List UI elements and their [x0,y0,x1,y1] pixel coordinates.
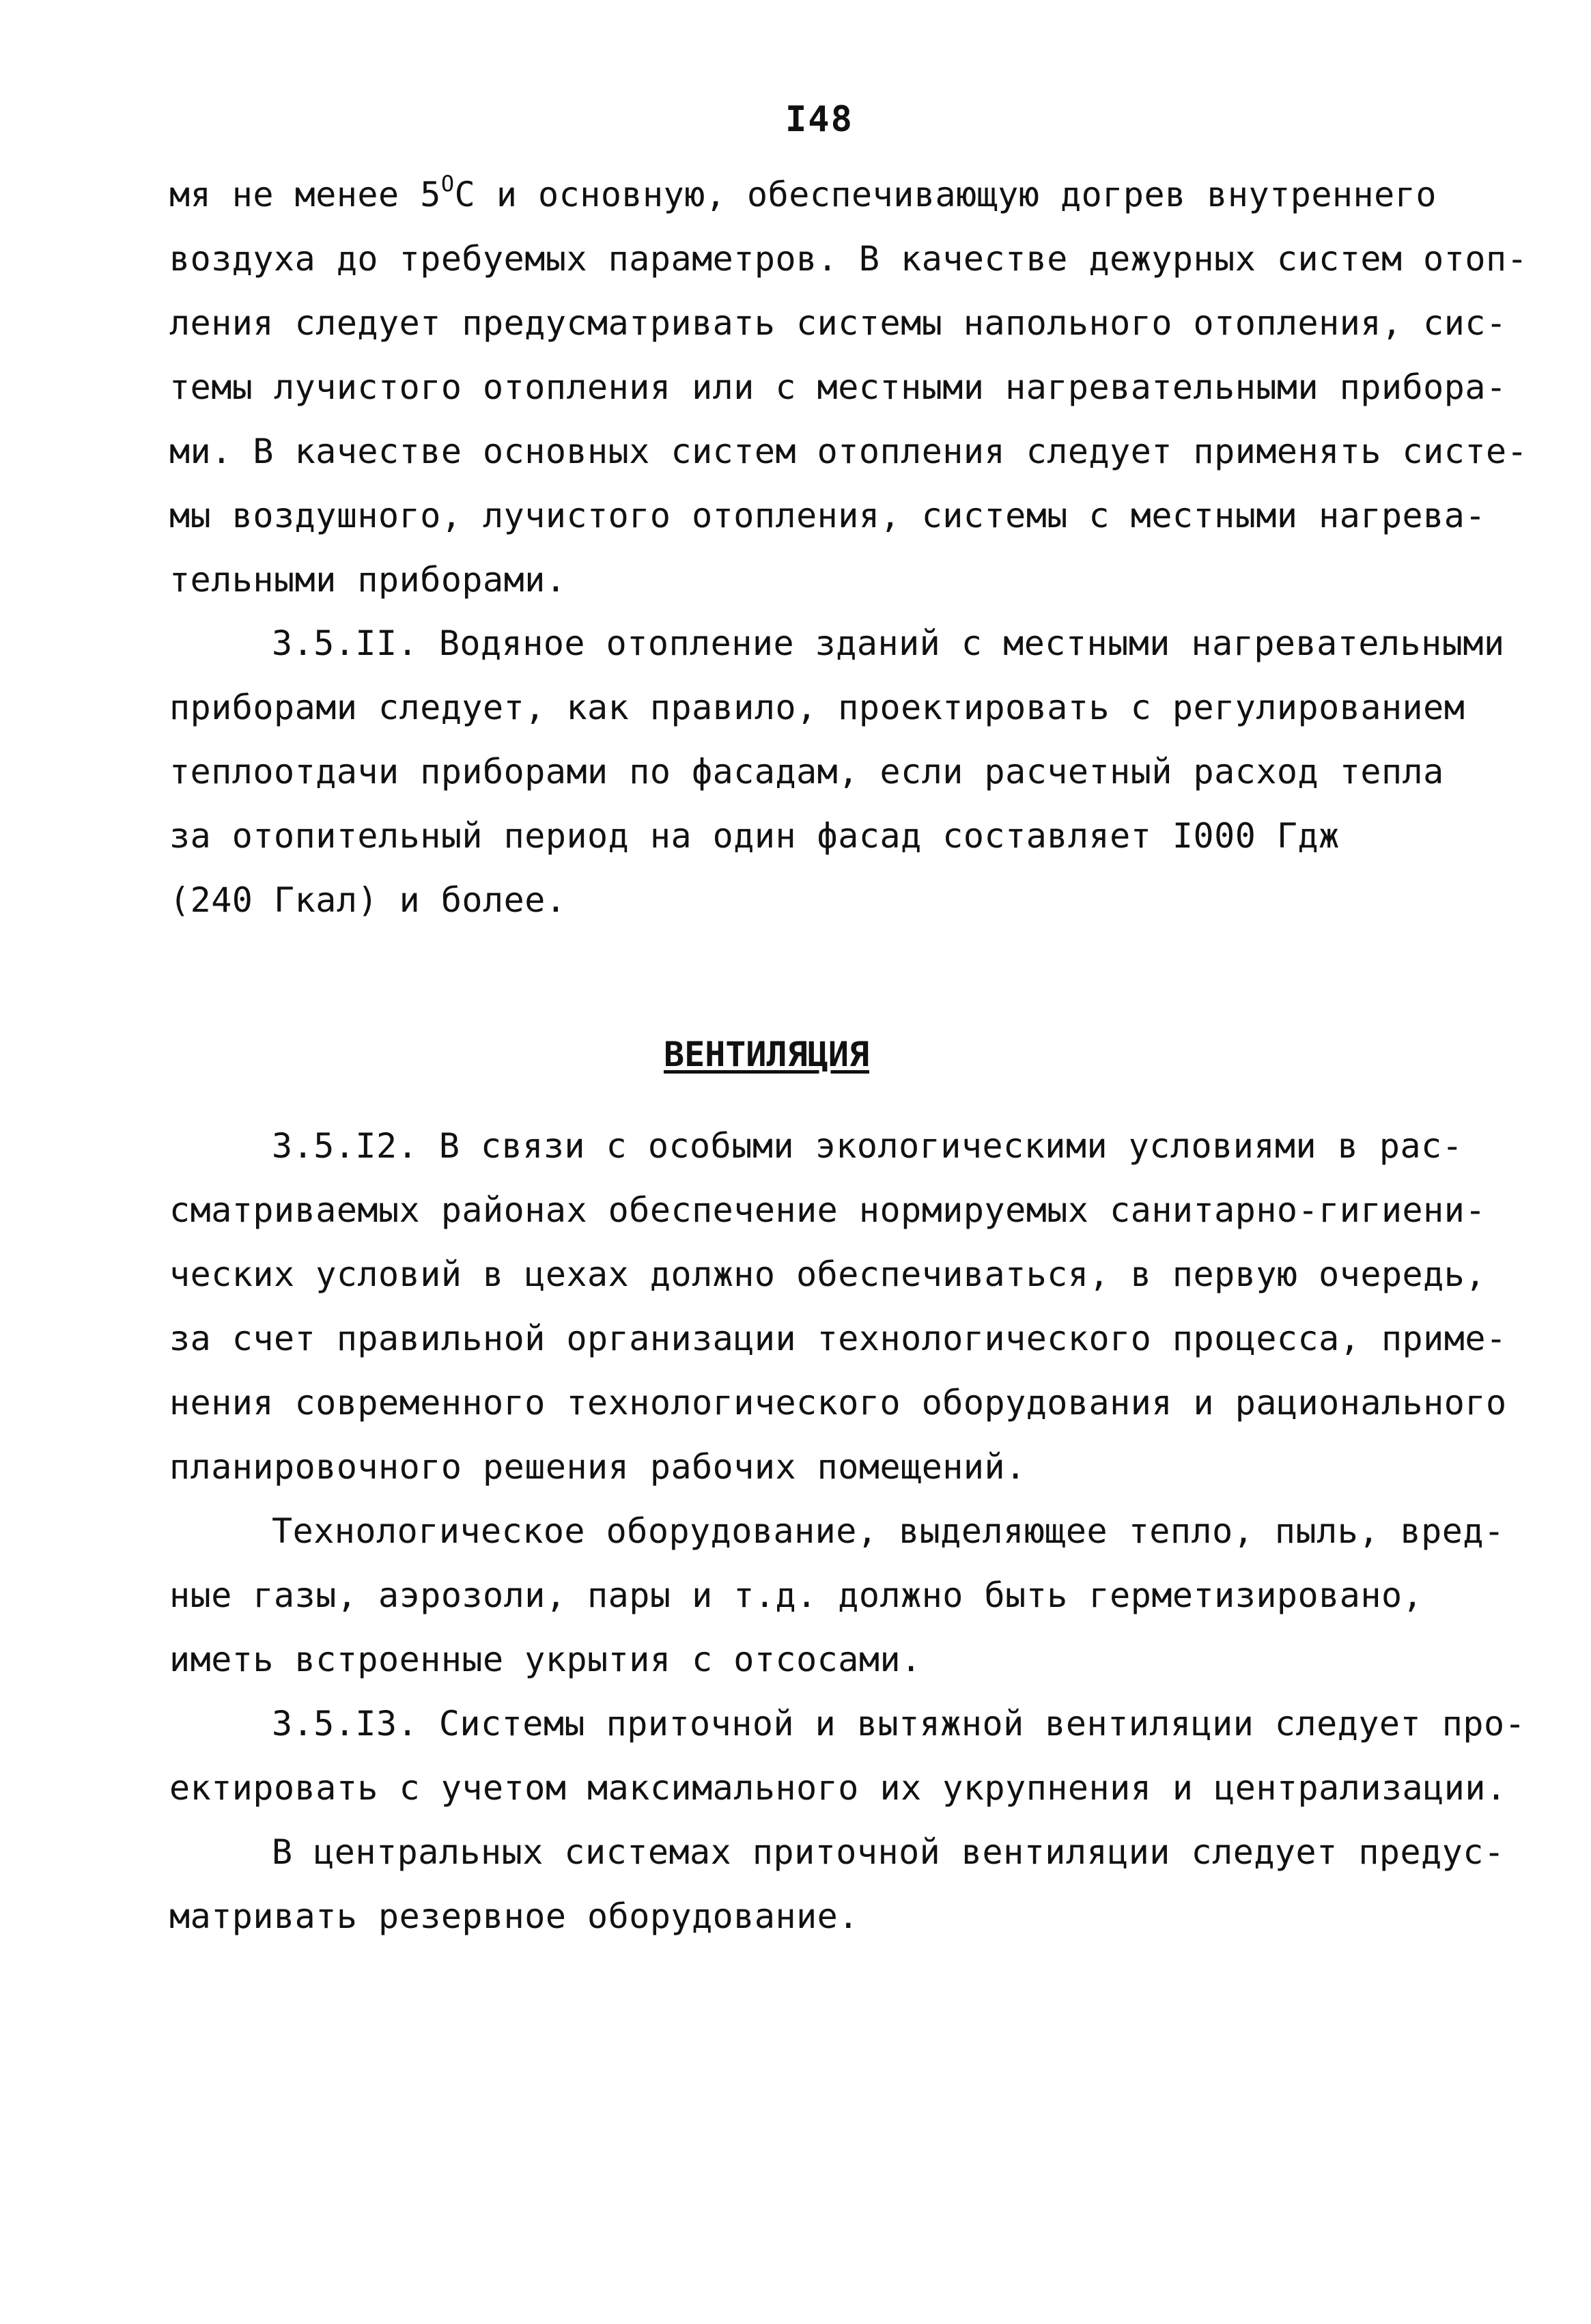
text-line: темы лучистого отопления или с местными нагревательными прибора- [169,367,1507,407]
text-line: планировочного решения рабочих помещений. [169,1447,1026,1487]
text-line: за отопительный период на один фасад составляет I000 Гдж [169,816,1340,856]
paragraph-first-line: Технологическое оборудование, выделяющее тепло, пыль, вред- [272,1511,1505,1551]
text-line: тельными приборами. [169,560,567,600]
text-fragment: С и основную, обеспечивающую догрев внутреннего [454,175,1437,214]
text-line: сматриваемых районах обеспечение нормируемых санитарно-гигиени- [169,1190,1486,1230]
text-fragment: мя не менее 5 [169,175,441,214]
section-heading: ВЕНТИЛЯЦИЯ [664,1035,870,1074]
text-line: ления следует предусматривать системы напольного отопления, сис- [169,303,1507,343]
text-line [169,171,1437,215]
paragraph-first-line: 3.5.II. Водяное отопление зданий с местными нагревательными [272,624,1505,663]
degree-superscript: О [440,171,455,197]
paragraph-first-line: В центральных системах приточной вентиляции следует предус- [272,1832,1505,1872]
text-line: воздуха до требуемых параметров. В качестве дежурных систем отоп- [169,239,1528,279]
text-line: ные газы, аэрозоли, пары и т.д. должно быть герметизировано, [169,1576,1424,1615]
text-line: (240 Гкал) и более. [169,880,567,920]
text-line: приборами следует, как правило, проектировать с регулированием [169,688,1465,727]
text-line: ческих условий в цехах должно обеспечиваться, в первую очередь, [169,1255,1486,1294]
text-line: теплоотдачи приборами по фасадам, если расчетный расход тепла [169,752,1444,792]
paragraph-first-line: 3.5.I2. В связи с особыми экологическими условиями в рас- [272,1126,1463,1166]
paragraph-first-line: 3.5.I3. Системы приточной и вытяжной вентиляции следует про- [272,1704,1526,1744]
page-number: I48 [785,99,854,140]
text-line: нения современного технологического оборудования и рационального [169,1383,1507,1423]
text-line: за счет правильной организации технологического процесса, приме- [169,1319,1507,1358]
text-line: ектировать с учетом максимального их укрупнения и централизации. [169,1768,1507,1808]
text-line: иметь встроенные укрытия с отсосами. [169,1640,922,1679]
text-line: мы воздушного, лучистого отопления, системы с местными нагрева- [169,496,1486,535]
text-line: ми. В качестве основных систем отопления следует применять систе- [169,432,1528,471]
text-line: матривать резервное оборудование. [169,1896,859,1936]
